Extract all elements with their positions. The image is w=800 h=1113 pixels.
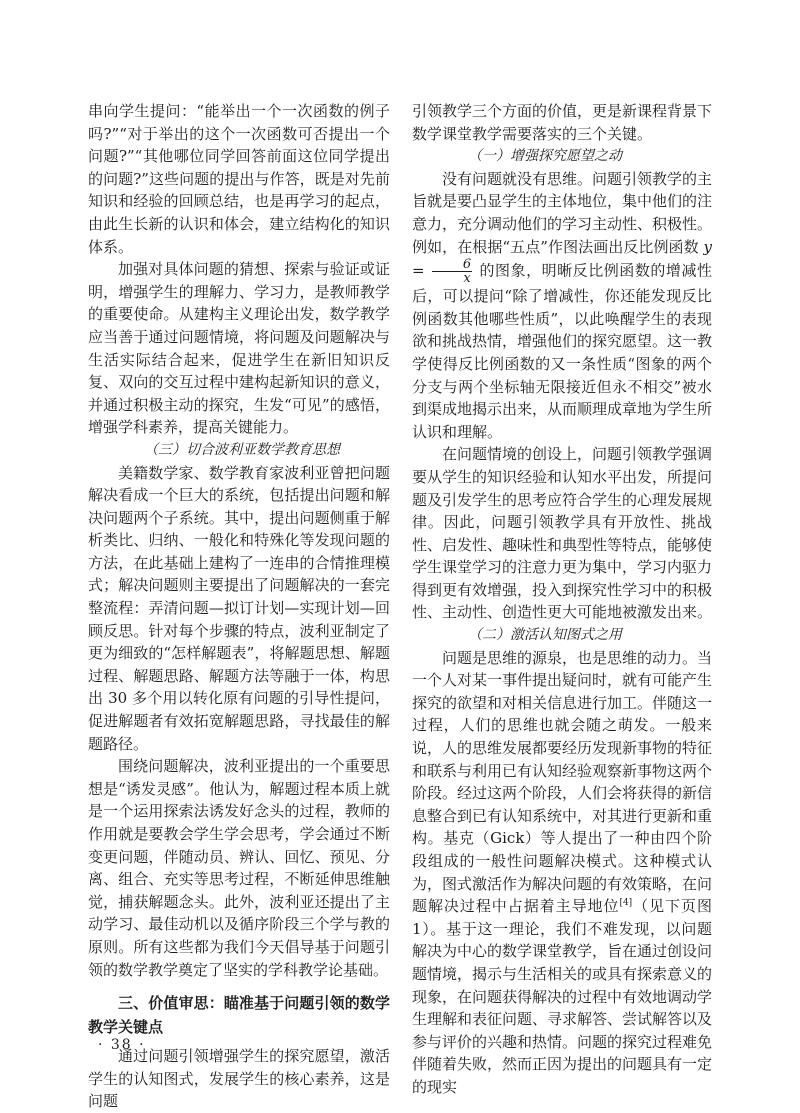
paragraph: 通过问题引领增强学生的探究愿望，激活学生的认知图式，发展学生的核心素养，这是问题 bbox=[88, 1047, 390, 1111]
section-heading: 三、价值审思：瞄准基于问题引领的数学教学关键点 bbox=[88, 994, 390, 1037]
math-variable: y bbox=[703, 237, 712, 256]
paragraph: 在问题情境的创设上，问题引领教学强调要从学生的知识经验和认知水平出发，所提问题及引发学生的思考应符合学生的心理发展规律。因此，问题引领教学具有开放性、挑战性、启发性、趣味性和典型性等特点，能够使学生课堂学习的注意力更为集中，学习内驱力得到更有效增强，投入到探究性学习中的积极性、主动性、创造性更大可能地被激发出来。 bbox=[412, 445, 713, 622]
subsection-heading: （二）激活认知图式之用 bbox=[468, 627, 622, 644]
paragraph bbox=[412, 168, 712, 444]
subsection-heading: （三）切合波利亚数学教育思想 bbox=[144, 441, 340, 458]
paragraph: 加强对具体问题的猜想、探索与验证或证明，增强学生的理解力、学习力，是教师教学的重要使命。从建构主义理论出发，数学教学应当善于通过问题情境，将问题及问题解决与生活实际结合起来，促进学生在新旧知识反复、双向的交互过程中建构起新知识的意义，并通过积极主动的探究，生发“可见”的感悟，增强学科素养，提高关键能力。 bbox=[88, 260, 390, 437]
paragraph-text: 没有问题就没有思维。问题引领教学的主旨就是要凸显学生的主体地位，集中他们的注意力，充分调动他们的学习主动性、积极性。例如，在根据“五点”作图法画出反比例函数 bbox=[412, 169, 713, 256]
paragraph-text: （见下页图 1）。基于这一理论，我们不难发现，以问题解决为中心的数学课堂教学，旨在通过创设问题情境，揭示与生活相关的或具有探索意义的现象，在问题获得解决的过程中有效地调动学生理解和表征问题、寻求解答、尝试解答以及参与评价的兴趣和热情。问题的探究过程难免伴随着失败，然而正因为提出的问题具有一定的现实 bbox=[412, 897, 713, 1096]
citation: [4] bbox=[619, 898, 633, 909]
paragraph bbox=[412, 647, 712, 1099]
paragraph: 美籍数学家、数学教育家波利亚曾把问题解决看成一个巨大的系统，包括提出问题和解决问题两个子系统。其中，提出问题侧重于解析类比、归纳、一般化和特殊化等发现问题的方法，在此基础上建构了一连串的合情推理模式；解决问题则主要提出了问题解决的一套完整流程：弄清问题—拟订计划—实现计划—回顾反思。针对每个步骤的特点，波利亚制定了更为细致的“怎样解题表”，将解题思想、解题过程、解题思路、解题方法等融于一体，构思出 30 多个用以转化原有问题的引导性提问，促进解题者有效拓宽解题思路，寻找最佳的解题路径。 bbox=[88, 463, 390, 753]
right-column bbox=[412, 100, 712, 1099]
paragraph-text: 问题是思维的源泉，也是思维的动力。当一个人对某一事件提出疑问时，就有可能产生探究的欲望和对相关信息进行加工。伴随这一过程，人们的思维也就会随之萌发。一般来说，人的思维发展都要经历发现新事物的特征和联系与利用已有认知经验观察新事物这两个阶段。经过这两个阶段，人们会将获得的新信息整合到已有认知系统中，对其进行更新和重构。基克（Gick）等人提出了一种由四个阶段组成的一般性问题解决模式。这种模式认为，图式激活作为解决问题的有效策略，在问题解决过程中占据着主导地位 bbox=[412, 648, 713, 916]
fraction bbox=[432, 258, 472, 285]
paragraph: 引领教学三个方面的价值，更是新课程背景下数学课堂教学需要落实的三个关键。 bbox=[412, 102, 713, 143]
fraction-denominator: x bbox=[463, 271, 471, 287]
paragraph-text: 的图象，明晰反比例函数的增减性后，可以提问“除了增减性，你还能发现反比例函数其他哪些性质”，以此唤醒学生的表现欲和挑战热情，增强他们的探究愿望。这一教学使得反比例函数的又一条性质“图象的两个分支与两个坐标轴无限接近但永不相交”被水到渠成地揭示出来，从而顺理成章地为学生所认识和理解。 bbox=[412, 261, 713, 441]
subsection-heading: （一）增强探究愿望之动 bbox=[468, 148, 622, 165]
left-column bbox=[88, 100, 390, 1113]
math-operator: = bbox=[412, 261, 430, 280]
fraction-numerator: 6 bbox=[432, 258, 472, 272]
paragraph: 围绕问题解决，波利亚提出的一个重要思想是“诱发灵感”。他认为，解题过程本质上就是一个运用探索法诱发好念头的过程，教师的作用就是要教会学生学会思考，学会通过不断变更问题，伴随动员、辨认、回忆、预见、分离、组合、充实等思考过程，不断延伸思维触觉，捕获解题念头。此外，波利亚还提出了主动学习、最佳动机以及循序阶段三个学与教的原则。所有这些都为我们今天倡导基于问题引领的数学教学奠定了坚实的学科教学论基础。 bbox=[88, 757, 390, 979]
page-number: · 38 · bbox=[98, 1037, 146, 1053]
paragraph: 串向学生提问：“能举出一个一次函数的例子吗?”“对于举出的这个一次函数可否提出一个问题?”“其他哪位同学回答前面这位同学提出的问题?”这些问题的提出与作答，既是对先前知识和经验的回顾总结，也是再学习的起点，由此生长新的认识和体会，建立结构化的知识体系。 bbox=[88, 102, 390, 256]
